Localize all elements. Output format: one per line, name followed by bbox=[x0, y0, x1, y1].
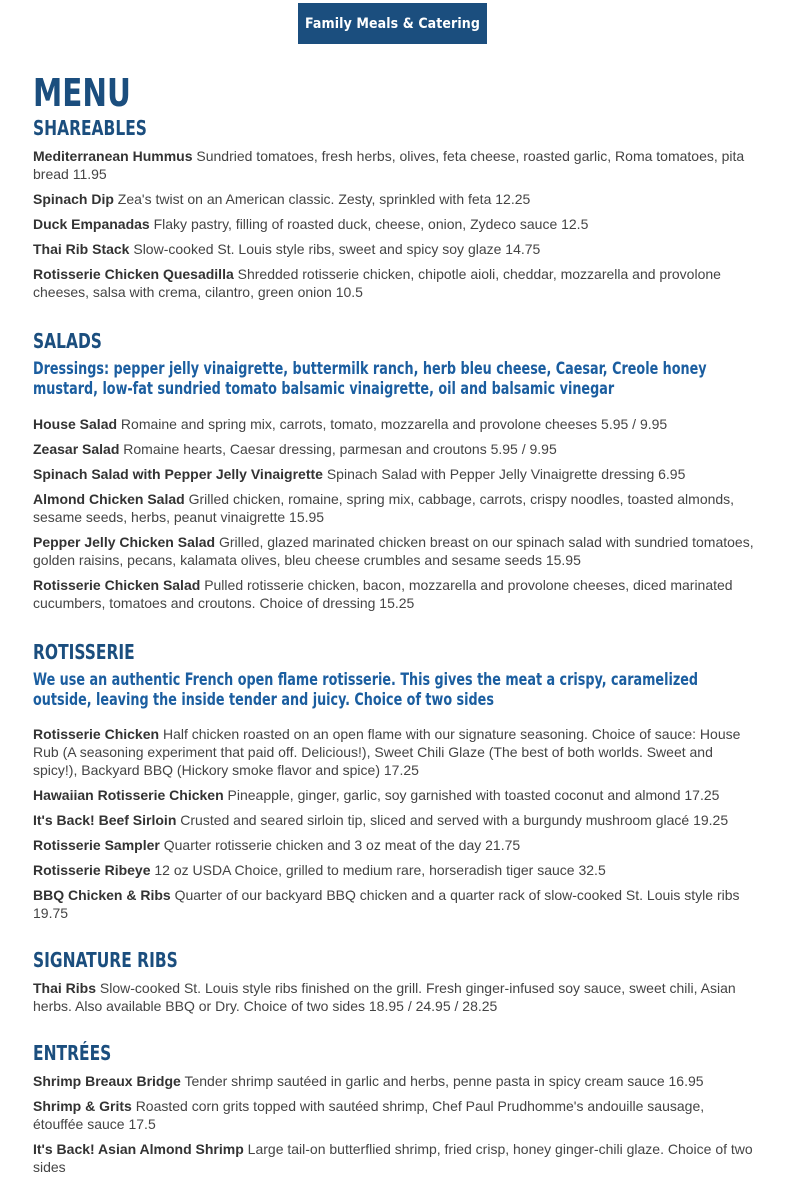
item-name: It's Back! Beef Sirloin bbox=[33, 812, 177, 828]
item-desc: Sundried tomatoes, fresh herbs, olives, feta cheese, roasted garlic, Roma tomatoes, pita bread 11.95 bbox=[33, 148, 745, 182]
menu-title: MENU bbox=[33, 71, 131, 115]
section-entrees bbox=[33, 1039, 755, 1176]
menu-item bbox=[33, 190, 755, 208]
item-name: Spinach Salad with Pepper Jelly Vinaigrette bbox=[33, 466, 323, 482]
menu-item bbox=[33, 786, 755, 804]
item-desc: Quarter rotisserie chicken and 3 oz meat of the day 21.75 bbox=[163, 837, 521, 853]
menu-item bbox=[33, 465, 755, 483]
item-desc: Flaky pastry, filling of roasted duck, cheese, onion, Zydeco sauce 12.5 bbox=[153, 216, 589, 232]
menu-item bbox=[33, 861, 755, 879]
menu-item bbox=[33, 1140, 755, 1176]
item-name: Duck Empanadas bbox=[33, 216, 150, 232]
item-desc: Grilled chicken, romaine, spring mix, cabbage, carrots, crispy noodles, toasted almonds, sesame seeds, herbs, peanut vinaigrette 15.95 bbox=[33, 491, 735, 525]
item-desc: Roasted corn grits topped with sautéed shrimp, Chef Paul Prudhomme's andouille sausage, étouffée sauce 17.5 bbox=[33, 1098, 705, 1132]
item-name: Rotisserie Chicken bbox=[33, 726, 160, 742]
item-desc: 12 oz USDA Choice, grilled to medium rare, horseradish tiger sauce 32.5 bbox=[154, 862, 606, 878]
item-desc: Shredded rotisserie chicken, chipotle aioli, cheddar, mozzarella and provolone cheeses, salsa with crema, cilantro, green onion 10.5 bbox=[33, 266, 721, 300]
menu-item bbox=[33, 1072, 755, 1090]
item-desc: Pulled rotisserie chicken, bacon, mozzarella and provolone cheeses, diced marinated cucumbers, tomatoes and croutons. Choice of dressing 15.25 bbox=[33, 577, 733, 611]
section-shareables bbox=[33, 114, 755, 301]
item-name: Rotisserie Chicken Quesadilla bbox=[33, 266, 234, 282]
section-title: ENTRÉES bbox=[33, 1041, 112, 1065]
menu-item bbox=[33, 1097, 755, 1133]
menu-item bbox=[33, 265, 755, 301]
item-desc: Slow-cooked St. Louis style ribs finished on the grill. Fresh ginger-infused soy sauce, sweet chili, Asian herbs. Also available BBQ or Dry. Choice of two sides 18.95 / 24.95 / 28.25 bbox=[33, 980, 736, 1014]
menu-item bbox=[33, 576, 755, 612]
item-desc: Tender shrimp sautéed in garlic and herbs, penne pasta in spicy cream sauce 16.95 bbox=[184, 1073, 704, 1089]
item-name: Mediterranean Hummus bbox=[33, 148, 193, 164]
section-note: Dressings: pepper jelly vinaigrette, buttermilk ranch, herb bleu cheese, Caesar, Creole honey mustard, low-fat sundried tomato balsamic vinaigrette, oil and balsamic vinegar bbox=[33, 359, 707, 398]
section-rotisserie bbox=[33, 638, 755, 922]
item-name: BBQ Chicken & Ribs bbox=[33, 887, 171, 903]
menu-item bbox=[33, 147, 755, 183]
menu-item bbox=[33, 836, 755, 854]
item-name: Pepper Jelly Chicken Salad bbox=[33, 534, 216, 550]
item-name: It's Back! Asian Almond Shrimp bbox=[33, 1141, 244, 1157]
item-name: Rotisserie Sampler bbox=[33, 837, 160, 853]
item-desc: Crusted and seared sirloin tip, sliced and served with a burgundy mushroom glacé 19.25 bbox=[180, 812, 729, 828]
item-name: Rotisserie Ribeye bbox=[33, 862, 151, 878]
menu-content bbox=[33, 70, 755, 1183]
menu-item bbox=[33, 240, 755, 258]
menu-item bbox=[33, 886, 755, 922]
family-meals-catering-button[interactable]: Family Meals & Catering bbox=[298, 3, 487, 44]
item-desc: Spinach Salad with Pepper Jelly Vinaigrette dressing 6.95 bbox=[326, 466, 686, 482]
item-desc: Zea's twist on an American classic. Zesty, sprinkled with feta 12.25 bbox=[117, 191, 531, 207]
item-name: Shrimp Breaux Bridge bbox=[33, 1073, 181, 1089]
item-desc: Romaine hearts, Caesar dressing, parmesan and croutons 5.95 / 9.95 bbox=[123, 441, 557, 457]
item-desc: Half chicken roasted on an open flame with our signature seasoning. Choice of sauce: House Rub (A seasoning experiment that paid off. Delicious!), Sweet Chili Glaze (The best of both worlds. Sweet and spicy!), Backyard BBQ (Hickory smoke flavor and spice) 17.25 bbox=[33, 726, 741, 778]
section-title: SALADS bbox=[33, 329, 102, 353]
menu-item bbox=[33, 811, 755, 829]
item-desc: Romaine and spring mix, carrots, tomato, mozzarella and provolone cheeses 5.95 / 9.95 bbox=[120, 416, 668, 432]
menu-item bbox=[33, 440, 755, 458]
item-desc: Large tail-on butterflied shrimp, fried crisp, honey ginger-chili glaze. Choice of two sides bbox=[33, 1141, 753, 1175]
item-name: Zeasar Salad bbox=[33, 441, 120, 457]
item-name: Spinach Dip bbox=[33, 191, 114, 207]
section-title: SIGNATURE RIBS bbox=[33, 948, 178, 972]
item-name: Rotisserie Chicken Salad bbox=[33, 577, 201, 593]
section-signature-ribs bbox=[33, 946, 755, 1015]
section-title: ROTISSERIE bbox=[33, 640, 135, 664]
item-desc: Quarter of our backyard BBQ chicken and a quarter rack of slow-cooked St. Louis style ribs 19.75 bbox=[33, 887, 740, 921]
item-name: Thai Ribs bbox=[33, 980, 97, 996]
section-title: SHAREABLES bbox=[33, 116, 147, 140]
section-salads bbox=[33, 327, 755, 612]
item-desc: Grilled, glazed marinated chicken breast on our spinach salad with sundried tomatoes, golden raisins, pecans, kalamata olives, bleu cheese crumbles and sesame seeds 15.95 bbox=[33, 534, 754, 568]
menu-item bbox=[33, 215, 755, 233]
item-name: House Salad bbox=[33, 416, 118, 432]
item-name: Almond Chicken Salad bbox=[33, 491, 185, 507]
item-desc: Pineapple, ginger, garlic, soy garnished with toasted coconut and almond 17.25 bbox=[227, 787, 720, 803]
menu-item bbox=[33, 490, 755, 526]
section-note: We use an authentic French open flame rotisserie. This gives the meat a crispy, caramelized outside, leaving the inside tender and juicy. Choice of two sides bbox=[33, 670, 699, 709]
item-name: Shrimp & Grits bbox=[33, 1098, 132, 1114]
menu-item bbox=[33, 533, 755, 569]
item-name: Hawaiian Rotisserie Chicken bbox=[33, 787, 224, 803]
menu-item bbox=[33, 415, 755, 433]
menu-item bbox=[33, 725, 755, 779]
item-desc: Slow-cooked St. Louis style ribs, sweet and spicy soy glaze 14.75 bbox=[133, 241, 541, 257]
menu-item bbox=[33, 979, 755, 1015]
item-name: Thai Rib Stack bbox=[33, 241, 130, 257]
